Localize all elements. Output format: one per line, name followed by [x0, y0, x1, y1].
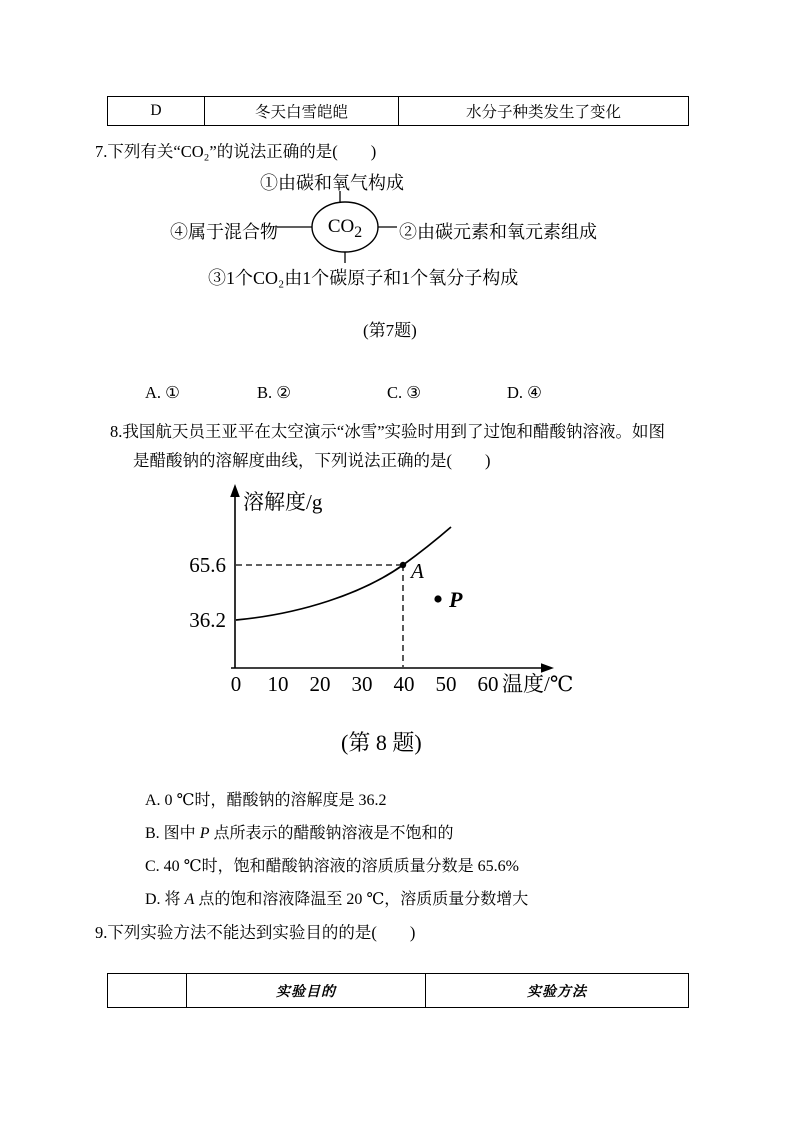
q8-option-d-tail: 点的饱和溶液降温至 20 ℃，溶质质量分数增大	[194, 891, 529, 908]
q8-option-d-italic: A	[184, 891, 195, 908]
q7-option-b: B. ②	[257, 383, 292, 402]
table-row	[108, 97, 689, 126]
q8-option-d-text: D. 将	[145, 891, 185, 908]
q8-option-a	[145, 787, 386, 810]
table-header-row	[108, 974, 689, 1008]
q7-statement-3: ③1个CO₂由1个碳原子和1个氧分子构成	[208, 268, 519, 288]
x-tick-0: 0	[230, 672, 242, 696]
q7-option-a: A. ①	[145, 383, 180, 402]
row-scene-text: 冬天白雪皑皑	[205, 97, 399, 126]
row-option-label: D	[108, 97, 205, 126]
q7-option-c: C. ③	[387, 383, 422, 402]
x-tick-50: 50	[435, 672, 457, 696]
solubility-curve-chart	[140, 477, 620, 702]
y-axis-title: 溶解度/g	[243, 490, 323, 514]
co2-formula-base: CO	[327, 216, 355, 237]
question8-stem-line2: 是醋酸钠的溶解度曲线，下列说法正确的是( )	[133, 451, 491, 470]
q8-option-a-text: A. 0 ℃时，醋酸钠的溶解度是 36.2	[145, 792, 387, 809]
q8-option-b-tail: 点所表示的醋酸钠溶液是不饱和的	[209, 825, 454, 842]
x-tick-60: 60	[477, 672, 499, 696]
x-axis-title: 温度/℃	[502, 672, 574, 696]
q8-option-c	[145, 853, 519, 876]
q9-header-purpose: 实验目的	[187, 974, 426, 1008]
point-a-marker	[400, 562, 406, 568]
point-p-label: P	[449, 587, 463, 612]
point-p-marker	[434, 595, 441, 602]
q9-header-method: 实验方法	[426, 974, 689, 1008]
point-a-label: A	[411, 559, 424, 583]
question9-stem: 9.下列实验方法不能达到实验目的的是( )	[95, 923, 416, 942]
q7-option-d: D. ④	[507, 383, 542, 402]
question6-table	[107, 96, 689, 126]
x-tick-10: 10	[267, 672, 289, 696]
x-tick-40: 40	[393, 672, 415, 696]
q8-option-c-text: C. 40 ℃时，饱和醋酸钠溶液的溶质质量分数是 65.6%	[145, 858, 519, 875]
x-tick-30: 30	[351, 672, 373, 696]
q8-option-b-text: B. 图中	[145, 825, 200, 842]
y-value-36-2: 36.2	[189, 608, 226, 632]
co2-formula-subscript: 2	[354, 223, 363, 241]
q7-statement-2: ②由碳元素和氧元素组成	[399, 222, 597, 242]
co2-formula	[313, 216, 377, 242]
q7-caption: (第7题)	[363, 321, 417, 340]
question9-table	[107, 973, 689, 1008]
q9-header-blank	[108, 974, 187, 1008]
q8-option-d	[145, 886, 528, 909]
y-axis-arrow-icon	[230, 484, 240, 497]
question7-stem: 7.下列有关“CO₂”的说法正确的是( )	[95, 142, 377, 161]
x-tick-20: 20	[309, 672, 331, 696]
q8-caption: (第 8 题)	[341, 730, 422, 755]
q7-statement-4: ④属于混合物	[170, 222, 278, 242]
row-explanation-text: 水分子种类发生了变化	[399, 97, 689, 126]
y-value-65-6: 65.6	[189, 553, 226, 577]
question8-stem-line1: 8.我国航天员王亚平在太空演示“冰雪”实验时用到了过饱和醋酸钠溶液。如图	[110, 422, 666, 441]
q7-statement-1: ①由碳和氧气构成	[260, 173, 404, 193]
q8-option-b-italic: P	[199, 825, 210, 842]
q8-option-b	[145, 820, 453, 843]
